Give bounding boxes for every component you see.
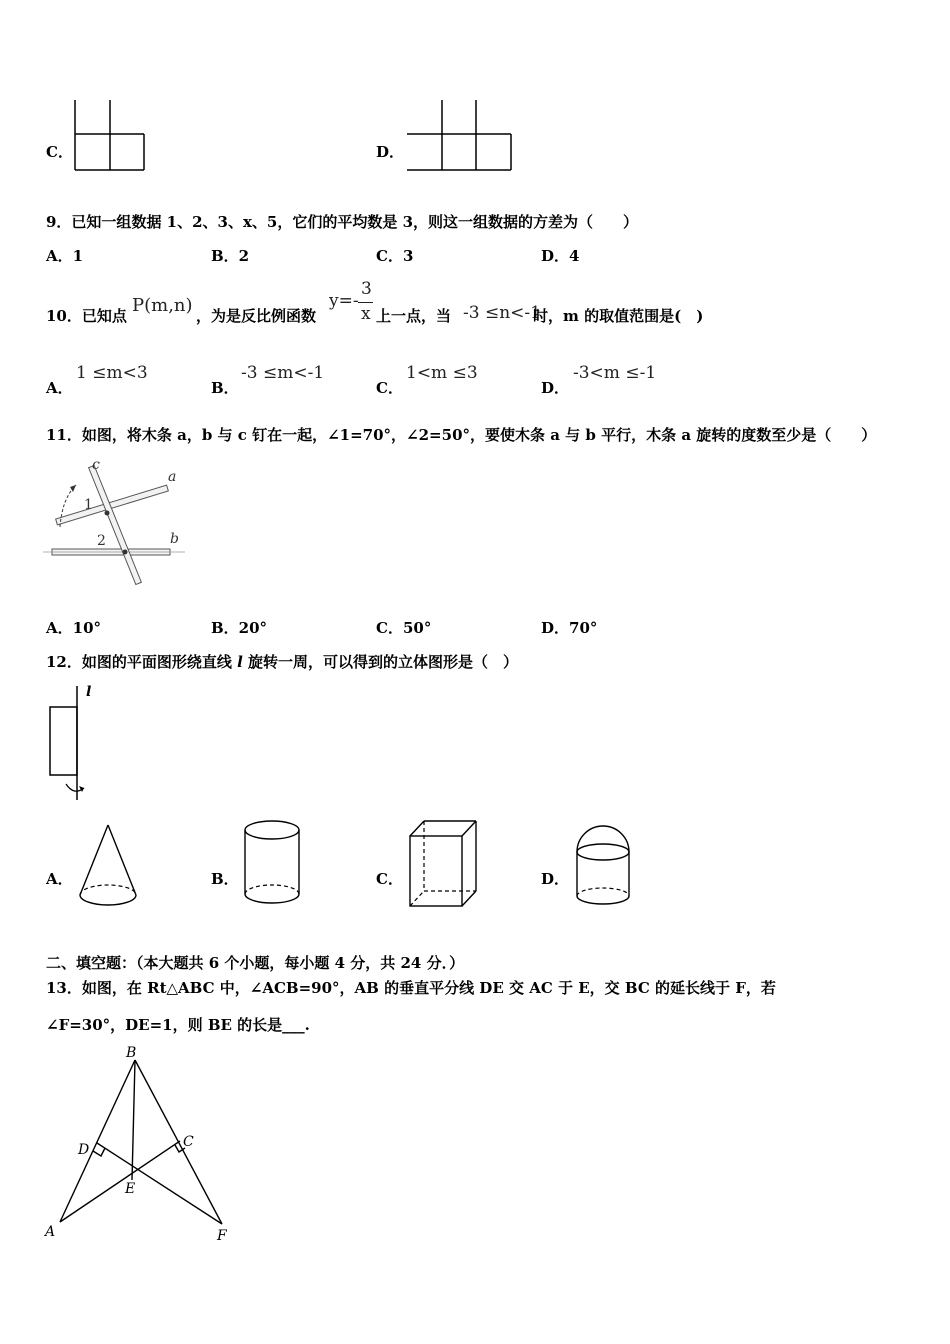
q13-stem-line2: ∠F=30°，DE=1，则 BE 的长是___.	[46, 1016, 310, 1034]
q10-fraction-bar	[358, 302, 373, 303]
q11-label-angle2: 2	[97, 533, 106, 549]
q10-option-d-letter: D．	[541, 379, 570, 397]
q13-stem-line1: 13．如图，在 Rt△ABC 中，∠ACB=90°，AB 的垂直平分线 DE 交 AC 于 E，交 BC 的延长线于 F，若	[46, 979, 776, 997]
q10-prefix: 10．已知点	[46, 307, 127, 325]
q12-rectangle-axis-figure	[44, 680, 104, 805]
q10-func-denominator: x	[361, 304, 371, 324]
q9-option-d: D．4	[541, 247, 580, 265]
q10-func-lhs: y=-	[329, 291, 359, 311]
q11-label-a: a	[168, 469, 177, 485]
q9-option-c: C．3	[376, 247, 414, 265]
q12-stem-before: 12．如图的平面图形绕直线	[46, 653, 238, 671]
q8-option-c-label: C．	[46, 143, 73, 161]
q9-option-b: B．2	[211, 247, 250, 265]
q9-stem: 9．已知一组数据 1、2、3、x、5，它们的平均数是 3，则这一组数据的方差为（ ）	[46, 213, 639, 231]
q11-label-angle1: 1	[84, 497, 93, 513]
q10-option-c-letter: C．	[376, 379, 403, 397]
q10-point: P(m,n)	[132, 295, 193, 316]
q12-option-c-label: C．	[376, 870, 403, 888]
q13-label-b: B	[126, 1045, 137, 1061]
q13-label-a: A	[45, 1224, 56, 1240]
q11-label-b: b	[170, 531, 179, 547]
q10-suffix: 时，m 的取值范围是( )	[533, 307, 704, 325]
q8-option-d-figure	[402, 96, 517, 176]
q12-option-b-cylinder	[240, 816, 304, 912]
q10-option-d-value: -3<m ≤-1	[573, 363, 657, 383]
q11-option-b: B．20°	[211, 619, 268, 637]
q12-option-b-label: B．	[211, 870, 239, 888]
q9-option-a: A．1	[46, 247, 84, 265]
q12-option-c-cuboid	[404, 816, 480, 912]
q13-triangle-figure	[40, 1040, 240, 1250]
q10-func-numerator: 3	[361, 279, 372, 299]
q10-mid2: 上一点，当	[376, 307, 452, 325]
q10-option-b-value: -3 ≤m<-1	[241, 363, 325, 383]
q11-option-d: D．70°	[541, 619, 598, 637]
q11-option-a: A．10°	[46, 619, 102, 637]
q12-stem	[46, 651, 518, 672]
q8-option-d-label: D．	[376, 143, 405, 161]
q12-option-d-cylinder-hemisphere	[570, 822, 636, 912]
q12-option-d-label: D．	[541, 870, 570, 888]
q13-label-d: D	[78, 1142, 90, 1158]
q10-option-b-letter: B．	[211, 379, 239, 397]
q13-label-c: C	[183, 1134, 194, 1150]
q12-option-a-cone	[74, 822, 142, 910]
q10-mid: ，为是反比例函数	[196, 307, 317, 325]
q11-stem: 11．如图，将木条 a，b 与 c 钉在一起，∠1=70°，∠2=50°，要使木条 a 与 b 平行，木条 a 旋转的度数至少是（ ）	[46, 426, 877, 444]
q13-label-e: E	[125, 1181, 136, 1197]
q10-option-a-value: 1 ≤m<3	[76, 363, 148, 383]
q10-condition: -3 ≤n<-1	[463, 303, 541, 323]
q10-option-c-value: 1<m ≤3	[406, 363, 478, 383]
q12-stem-after: 旋转一周，可以得到的立体图形是（ ）	[242, 653, 519, 671]
q8-option-c-figure	[70, 96, 150, 176]
section-2-title: 二、填空题：（本大题共 6 个小题，每小题 4 分，共 24 分．）	[46, 954, 465, 972]
q10-option-a-letter: A．	[46, 379, 73, 397]
q11-option-c: C．50°	[376, 619, 432, 637]
q13-label-f: F	[217, 1228, 227, 1244]
q12-stem-axis-l: l	[237, 653, 243, 671]
q12-axis-label: l	[86, 684, 92, 700]
q11-wooden-sticks-figure	[40, 455, 190, 595]
q12-option-a-label: A．	[46, 870, 73, 888]
q11-label-c: c	[92, 457, 100, 473]
